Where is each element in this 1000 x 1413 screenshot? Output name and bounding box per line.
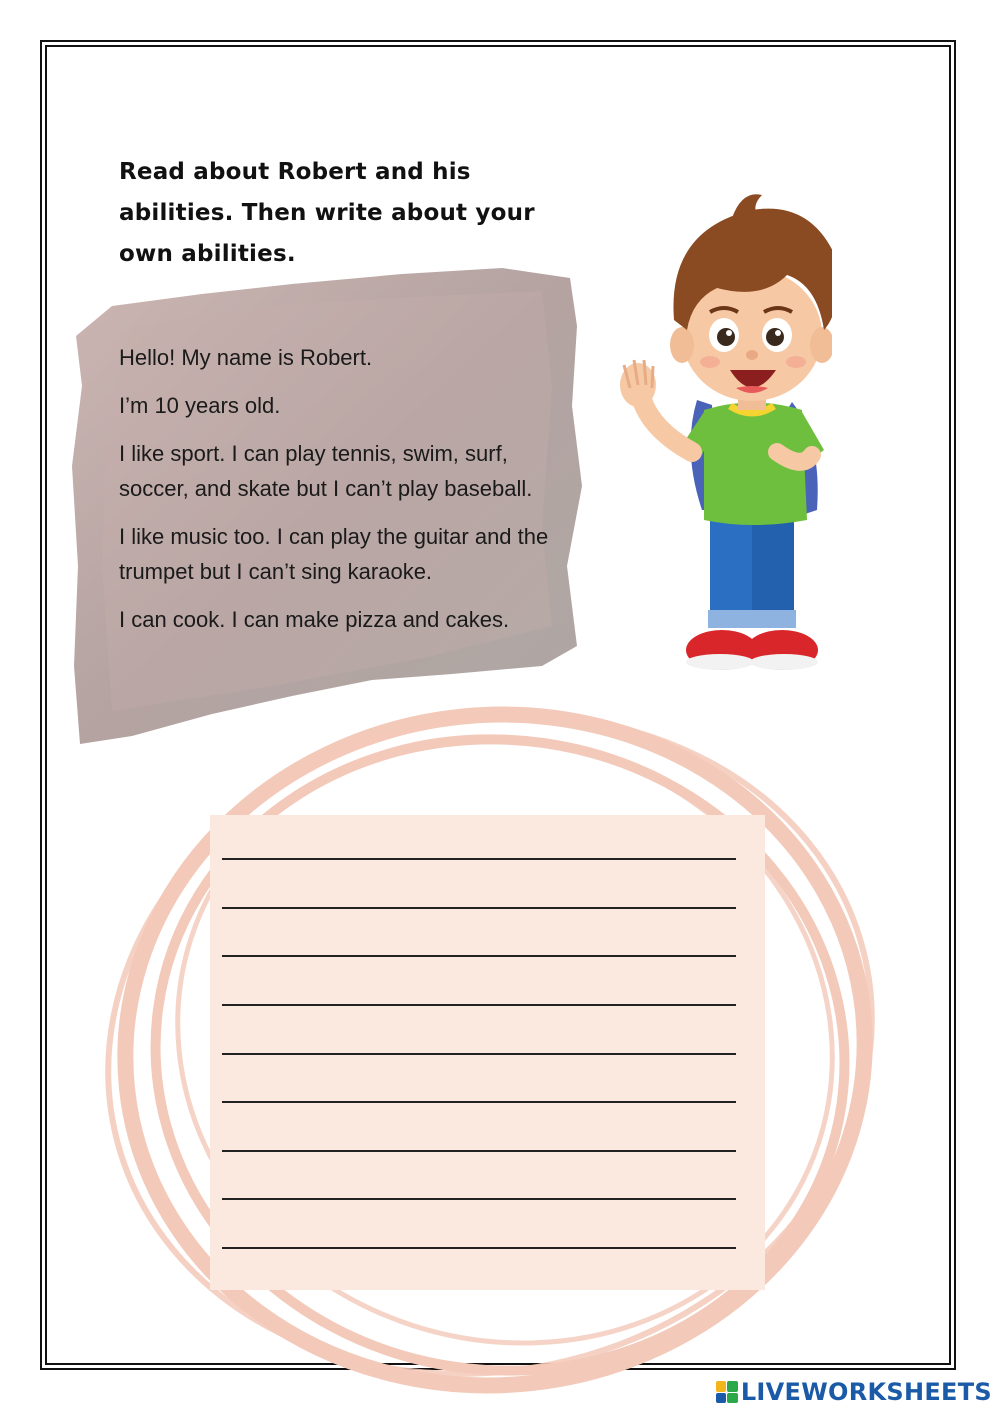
writing-line[interactable] xyxy=(222,1150,736,1152)
reading-text xyxy=(119,340,599,650)
reading-line: trumpet but I can’t sing karaoke. xyxy=(119,559,433,584)
reading-line: soccer, and skate but I can’t play baseball. xyxy=(119,476,533,501)
reading-line: I like music too. I can play the guitar and the xyxy=(119,524,549,549)
reading-paragraph: I’m 10 years old. xyxy=(119,393,281,418)
liveworksheets-logo[interactable] xyxy=(716,1377,992,1407)
writing-line[interactable] xyxy=(222,1247,736,1249)
writing-line[interactable] xyxy=(222,1198,736,1200)
writing-line[interactable] xyxy=(222,858,736,860)
reading-paragraph xyxy=(119,436,599,506)
reading-paragraph xyxy=(119,519,599,589)
reading-line: I like sport. I can play tennis, swim, surf, xyxy=(119,441,508,466)
writing-line[interactable] xyxy=(222,1004,736,1006)
instruction-line-2: abilities. Then write about your xyxy=(119,200,535,226)
reading-paragraph: Hello! My name is Robert. xyxy=(119,345,373,370)
boy-illustration xyxy=(612,170,832,680)
writing-line[interactable] xyxy=(222,1053,736,1055)
instruction-line-3: own abilities. xyxy=(119,241,296,267)
writing-line[interactable] xyxy=(222,955,736,957)
writing-line[interactable] xyxy=(222,1101,736,1103)
writing-line[interactable] xyxy=(222,907,736,909)
brand-name: LIVEWORKSHEETS xyxy=(740,1378,992,1406)
instruction-line-1: Read about Robert and his xyxy=(119,159,471,185)
reading-paragraph: I can cook. I can make pizza and cakes. xyxy=(119,607,510,632)
liveworksheets-icon xyxy=(716,1381,738,1403)
instruction-heading xyxy=(119,152,599,275)
